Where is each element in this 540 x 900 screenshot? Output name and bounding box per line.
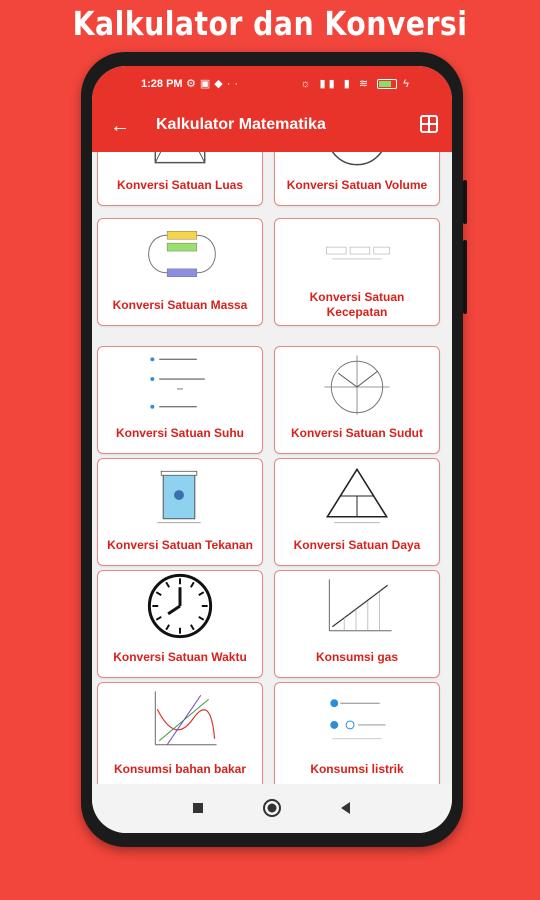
card-label: Konversi Satuan Waktu: [113, 649, 247, 664]
card-temperature-conversion[interactable]: [97, 346, 263, 454]
calculator-grid-icon[interactable]: [420, 115, 438, 133]
power-triangle-icon: [275, 465, 439, 527]
card-label: Konversi Satuan Sudut: [290, 425, 424, 440]
clock-icon: [98, 573, 262, 639]
status-time: 1:28 PM: [141, 78, 183, 90]
gas-graph-icon: [275, 577, 439, 639]
navigation-bar: [92, 784, 452, 833]
system-icons: ☼ ▮▮ ▮ ≋ ϟ: [300, 78, 412, 90]
phone-frame: [81, 52, 463, 847]
temperature-formula-icon: [98, 353, 262, 415]
electric-circuit-icon: [275, 689, 439, 751]
status-bar: [92, 66, 452, 100]
recents-square-icon[interactable]: [188, 798, 208, 818]
battery-icon: [377, 79, 397, 89]
card-speed-conversion[interactable]: [274, 218, 440, 326]
speed-formula-icon: [275, 225, 439, 287]
card-label: Konversi Satuan Volume: [286, 177, 428, 192]
card-label: Konversi Satuan Luas: [116, 177, 244, 192]
promo-title: Kalkulator dan Konversi: [72, 4, 468, 43]
card-label: Konversi Satuan Massa: [112, 297, 248, 312]
card-label: Konversi Satuan Suhu: [115, 425, 245, 440]
converter-grid[interactable]: [92, 152, 452, 784]
card-label: Konversi Satuan Kecepatan: [309, 290, 405, 319]
mass-flow-icon: [98, 225, 262, 287]
angle-circle-icon: [275, 353, 439, 415]
card-label: Konsumsi gas: [315, 649, 399, 664]
card-area-conversion[interactable]: [97, 152, 263, 206]
card-electricity-consumption[interactable]: [274, 682, 440, 784]
card-power-conversion[interactable]: [274, 458, 440, 566]
back-triangle-icon[interactable]: [336, 798, 356, 818]
pressure-tank-icon: [98, 465, 262, 527]
card-pressure-conversion[interactable]: [97, 458, 263, 566]
card-label: Konversi Satuan Tekanan: [107, 537, 253, 552]
phone-screen: [92, 66, 452, 833]
card-time-conversion[interactable]: [97, 570, 263, 678]
fuel-graph-icon: [98, 689, 262, 751]
card-label: Konsumsi bahan bakar: [113, 761, 247, 776]
card-angle-conversion[interactable]: [274, 346, 440, 454]
card-fuel-consumption[interactable]: [97, 682, 263, 784]
app-title: Kalkulator Matematika: [156, 116, 326, 133]
card-mass-conversion[interactable]: [97, 218, 263, 326]
card-gas-consumption[interactable]: [274, 570, 440, 678]
card-label: Konversi Satuan Daya: [293, 537, 421, 552]
app-bar: [92, 100, 452, 152]
card-volume-conversion[interactable]: [274, 152, 440, 206]
notification-icons: ⚙▣◆··: [186, 78, 243, 90]
back-arrow-icon[interactable]: ←: [110, 115, 130, 137]
home-circle-icon[interactable]: [262, 798, 282, 818]
card-label: Konsumsi listrik: [310, 761, 404, 776]
